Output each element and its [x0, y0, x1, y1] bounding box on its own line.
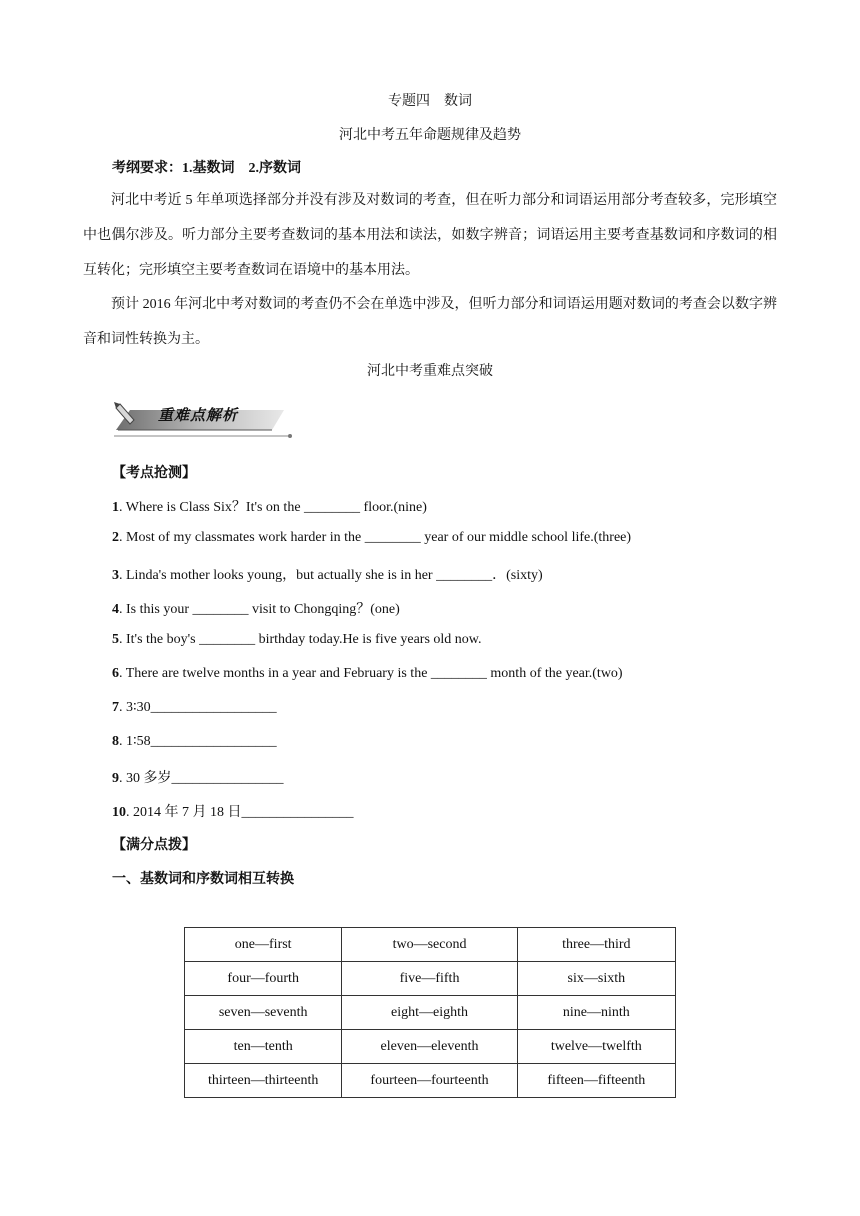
table-row [185, 1064, 676, 1098]
table-cell: nine—ninth [517, 996, 675, 1030]
numeral-table [184, 927, 676, 1098]
section-heading-key-points: 河北中考重难点突破 [367, 364, 493, 379]
table-row [185, 962, 676, 996]
key-points-banner [112, 396, 294, 442]
exercise-item: 3. Linda's mother looks young，but actually she is in her ________．(sixty) [112, 568, 543, 583]
table-cell: five—fifth [342, 962, 517, 996]
table-cell: two—second [342, 928, 517, 962]
exercise-item: 2. Most of my classmates work harder in the ________ year of our middle school life.(three) [112, 530, 632, 545]
exercise-item: 9. 30 多岁________________ [112, 771, 284, 786]
exercise-item: 1. Where is Class Six？It's on the ________ floor.(nine) [112, 500, 427, 515]
tips-subheading: 一、基数词和序数词相互转换 [112, 872, 294, 887]
table-cell: six—sixth [517, 962, 675, 996]
requirement-line [112, 157, 301, 177]
table-row [185, 928, 676, 962]
exercise-item: 5. It's the boy's ________ birthday today.He is five years old now. [112, 632, 482, 647]
table-cell: seven—seventh [185, 996, 342, 1030]
section-heading-trends: 河北中考五年命题规律及趋势 [339, 128, 521, 143]
requirement-text: 1.基数词 2.序数词 [182, 161, 301, 176]
table-cell: ten—tenth [185, 1030, 342, 1064]
table-cell: three—third [517, 928, 675, 962]
exercise-item: 6. There are twelve months in a year and February is the ________ month of the year.(two) [112, 666, 623, 681]
exercise-heading: 【考点抢测】 [112, 466, 196, 481]
exercise-item: 8. 1∶58__________________ [112, 734, 277, 749]
tips-heading: 【满分点拨】 [112, 838, 196, 853]
requirement-label: 考纲要求： [112, 161, 182, 176]
exercise-item: 4. Is this your ________ visit to Chongqing？(one) [112, 602, 400, 617]
table-cell: eight—eighth [342, 996, 517, 1030]
table-cell: twelve—twelfth [517, 1030, 675, 1064]
page-title: 专题四 数词 [388, 94, 472, 109]
table-cell: fifteen—fifteenth [517, 1064, 675, 1098]
banner-title: 重难点解析 [158, 406, 239, 424]
exercise-item: 10. 2014 年 7 月 18 日________________ [112, 805, 354, 820]
exercise-item: 7. 3∶30__________________ [112, 700, 277, 715]
table-cell: thirteen—thirteenth [185, 1064, 342, 1098]
table-cell: fourteen—fourteenth [342, 1064, 517, 1098]
table-cell: one—first [185, 928, 342, 962]
paragraph-analysis: 河北中考近 5 年单项选择部分并没有涉及对数词的考查，但在听力部分和词语运用部分考查较多，完形填空中也偶尔涉及。听力部分主要考查数词的基本用法和读法，如数字辨音；词语运用主要考查基数词和序数词的相互转化；完形填空主要考查数词在语境中的基本用法。 [83, 193, 777, 278]
table-row [185, 1030, 676, 1064]
table-cell: eleven—eleventh [342, 1030, 517, 1064]
table-cell: four—fourth [185, 962, 342, 996]
table-row [185, 996, 676, 1030]
paragraph-forecast: 预计 2016 年河北中考对数词的考查仍不会在单选中涉及，但听力部分和词语运用题对数词的考查会以数字辨音和词性转换为主。 [83, 297, 777, 347]
